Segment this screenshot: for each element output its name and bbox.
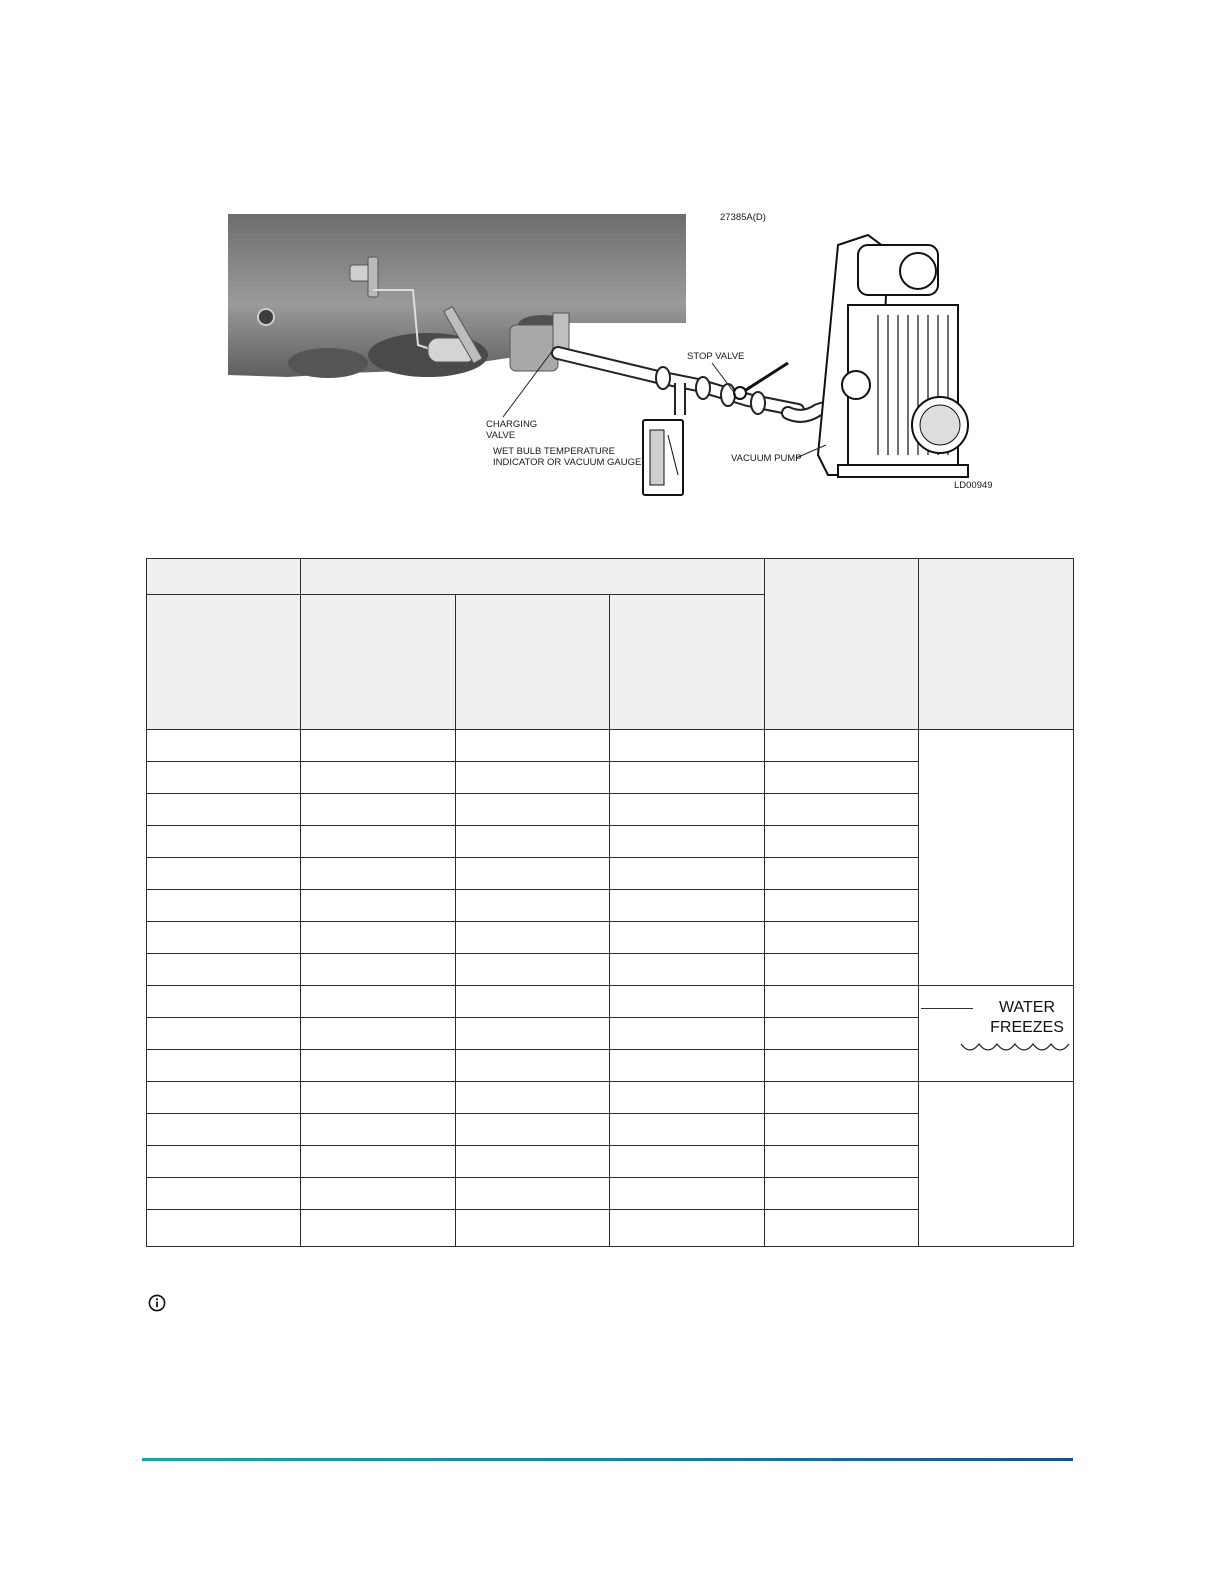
table-cell: [456, 1146, 610, 1178]
table-cell: [765, 986, 919, 1018]
subheader-cell: [610, 595, 765, 730]
table-cell: [610, 794, 765, 826]
table-cell: [301, 1210, 456, 1247]
table-cell: [147, 890, 301, 922]
table-cell: [301, 1050, 456, 1082]
header-cell: [765, 559, 919, 730]
saturation-pressure-table: [146, 558, 1074, 1247]
table-cell: [765, 858, 919, 890]
table-cell: [456, 762, 610, 794]
table-cell: [765, 1178, 919, 1210]
subheader-cell: [147, 595, 301, 730]
table-cell: [765, 1082, 919, 1114]
table-cell: [456, 730, 610, 762]
table-cell: [301, 1018, 456, 1050]
table-cell: [456, 954, 610, 986]
freeze-marker-line: [921, 1008, 973, 1009]
table-cell: [301, 730, 456, 762]
table-cell: [301, 1178, 456, 1210]
table-cell: [147, 986, 301, 1018]
table-cell: [610, 1082, 765, 1114]
table-cell: [765, 1114, 919, 1146]
table-cell: [765, 954, 919, 986]
table-row: [147, 986, 1074, 1018]
water-freezes-line1: WATER: [999, 999, 1056, 1016]
table-cell: [610, 922, 765, 954]
table-cell: [301, 922, 456, 954]
table-cell: [147, 1114, 301, 1146]
table-cell: [610, 826, 765, 858]
table-cell: [765, 1210, 919, 1247]
table-cell: [765, 1050, 919, 1082]
table-cell: [301, 986, 456, 1018]
water-freezes-line2: FREEZES: [990, 1019, 1064, 1036]
table-cell: [147, 922, 301, 954]
table-cell: [301, 858, 456, 890]
table-cell: [147, 794, 301, 826]
table-cell: [765, 922, 919, 954]
water-wave-icon: [959, 1040, 1071, 1056]
table-cell: [456, 826, 610, 858]
table-cell: [456, 890, 610, 922]
table-cell: [610, 858, 765, 890]
table-cell: [610, 954, 765, 986]
water-freezes-cell: [919, 986, 1074, 1082]
charging-valve-label-line2: VALVE: [486, 430, 516, 441]
table-cell: [456, 1178, 610, 1210]
info-circle-icon: [148, 1294, 166, 1312]
table-cell: [147, 1210, 301, 1247]
table-cell: [147, 1050, 301, 1082]
wet-bulb-label-line1: WET BULB TEMPERATURE: [493, 446, 615, 457]
table-cell: [301, 1082, 456, 1114]
side-merged-cell-lower: [919, 1082, 1074, 1247]
table-cell: [147, 954, 301, 986]
figure-drawing-id: LD00949: [954, 480, 993, 491]
table-cell: [147, 826, 301, 858]
table-cell: [456, 986, 610, 1018]
subheader-cell: [301, 595, 456, 730]
footer-rule: [142, 1458, 1073, 1461]
table-cell: [147, 858, 301, 890]
table-cell: [147, 1178, 301, 1210]
table-row: [147, 730, 1074, 762]
table-cell: [610, 1146, 765, 1178]
table-cell: [456, 922, 610, 954]
side-merged-cell-upper: [919, 730, 1074, 986]
table-cell: [765, 890, 919, 922]
table-cell: [456, 1114, 610, 1146]
table-cell: [301, 762, 456, 794]
table-cell: [610, 1018, 765, 1050]
table-cell: [610, 1114, 765, 1146]
header-cell: [147, 559, 301, 595]
table-cell: [456, 1210, 610, 1247]
table-cell: [456, 794, 610, 826]
table-cell: [765, 1146, 919, 1178]
table-cell: [301, 826, 456, 858]
header-cell: [919, 559, 1074, 730]
table-cell: [147, 730, 301, 762]
table-cell: [765, 762, 919, 794]
figure-callout-id: 27385A(D): [720, 212, 766, 223]
table-cell: [610, 1050, 765, 1082]
table-cell: [765, 730, 919, 762]
table-cell: [147, 1082, 301, 1114]
table-cell: [456, 858, 610, 890]
table-cell: [301, 890, 456, 922]
table-cell: [147, 1146, 301, 1178]
table-cell: [301, 954, 456, 986]
water-freezes-annotation: [919, 986, 1073, 1080]
table-cell: [301, 1146, 456, 1178]
table-cell: [610, 890, 765, 922]
table-row: [147, 1082, 1074, 1114]
table-header-row: [147, 559, 1074, 595]
subheader-cell: [456, 595, 610, 730]
wet-bulb-label-line2: INDICATOR OR VACUUM GAUGE: [493, 457, 642, 468]
table-cell: [610, 1210, 765, 1247]
table-cell: [147, 762, 301, 794]
table-cell: [765, 1018, 919, 1050]
table-cell: [610, 986, 765, 1018]
header-group-cell: [301, 559, 765, 595]
table-cell: [456, 1018, 610, 1050]
charging-valve-label-line1: CHARGING: [486, 419, 538, 430]
table-cell: [610, 762, 765, 794]
vacuum-pump-label: VACUUM PUMP: [731, 453, 802, 464]
table-cell: [765, 826, 919, 858]
table-cell: [456, 1050, 610, 1082]
table-cell: [301, 1114, 456, 1146]
table-cell: [610, 1178, 765, 1210]
table-cell: [147, 1018, 301, 1050]
table-cell: [765, 794, 919, 826]
table-cell: [301, 794, 456, 826]
stop-valve-label: STOP VALVE: [687, 351, 745, 362]
evacuation-setup-figure: [228, 205, 1008, 505]
table-cell: [456, 1082, 610, 1114]
table-cell: [610, 730, 765, 762]
